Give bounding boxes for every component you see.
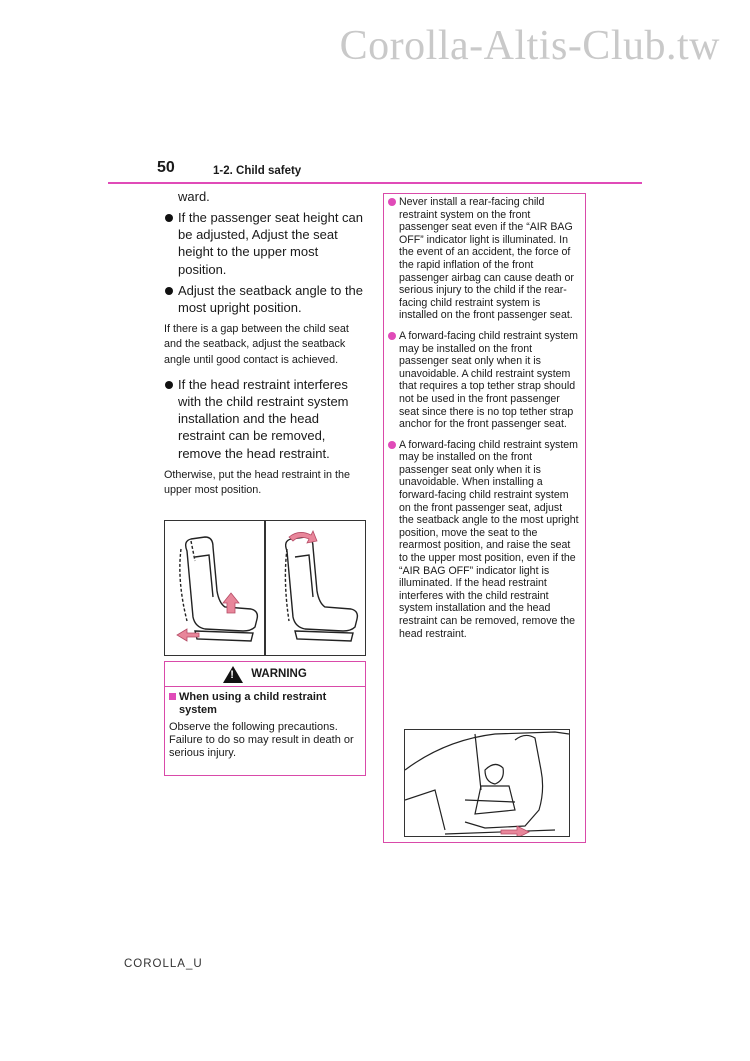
watermark: Corolla-Altis-Club.tw (339, 23, 720, 69)
figure-divider (264, 521, 266, 655)
pink-bullet-icon (388, 441, 396, 449)
warning-header (165, 662, 365, 687)
left-column (164, 188, 364, 506)
warning-box (164, 661, 366, 776)
page-number: 50 (157, 159, 175, 176)
continued-text: ward. (178, 189, 210, 204)
warning-label: WARNING (251, 668, 307, 680)
warning-item (388, 196, 579, 322)
child-seat-installation-illustration (404, 729, 570, 837)
square-bullet-icon (169, 693, 176, 700)
warning-subheading-text: When using a child restraint system (179, 691, 327, 716)
warning-item-text: Never install a rear-facing child restraint system on the front passenger seat even if the “AIR BAG OFF” indicator light is illuminated. In the event of an accident, the force of the rapid inflation of the front passenger airbag can cause death or serious injury to the child if the rear-facing child restraint system is installed on the front passenger seat. (399, 196, 574, 322)
warning-subheading (169, 691, 361, 717)
seat-adjustment-illustration (164, 520, 366, 656)
header-rule (108, 182, 642, 184)
child-seat-svg (405, 730, 569, 836)
warning-item (388, 439, 579, 641)
warning-body (165, 687, 365, 759)
note-head-restraint: Otherwise, put the head restraint in the upper most position. (164, 468, 351, 497)
warning-item-text: A forward-facing child restraint system may be installed on the front passenger seat only when it is unavoidable. When installing a forward-facing child restraint system on the front passenger seat, adjust the seatback angle to the most upright position, move the seat to the rearmost position, and raise the seat to the upper most position, even if the “AIR BAG OFF” indicator light is illuminated. If the head restraint interferes with the child restraint system installation and the head restraint can be removed, remove the head restraint. (399, 438, 579, 640)
pink-bullet-icon (388, 332, 396, 340)
warning-triangle-icon: ! (223, 666, 243, 683)
bullet-seatback-angle: Adjust the seatback angle to the most upright position. (164, 282, 364, 316)
bullet-head-restraint: If the head restraint interferes with the child restraint system installation and the head restraint can be removed, remove the head restraint. (164, 376, 364, 462)
pink-bullet-icon (388, 198, 396, 206)
warning-item-text: A forward-facing child restraint system may be installed on the front passenger seat only when it is unavoidable. A child restraint system that requires a top tether strap should not be used in the front passenger seat since there is no top tether strap anchor for the front passenger seat. (399, 329, 578, 431)
warning-text: Observe the following precautions. Failure to do so may result in death or serious injury. (169, 721, 354, 759)
bullet-seat-height: If the passenger seat height can be adjusted, Adjust the seat height to the upper most position. (164, 209, 364, 278)
note-gap: If there is a gap between the child seat and the seatback, adjust the seatback angle until good contact is achieved. (164, 323, 349, 366)
warning-item (388, 330, 579, 431)
footer-model-code: COROLLA_U (124, 958, 203, 970)
section-title: 1-2. Child safety (213, 165, 302, 177)
